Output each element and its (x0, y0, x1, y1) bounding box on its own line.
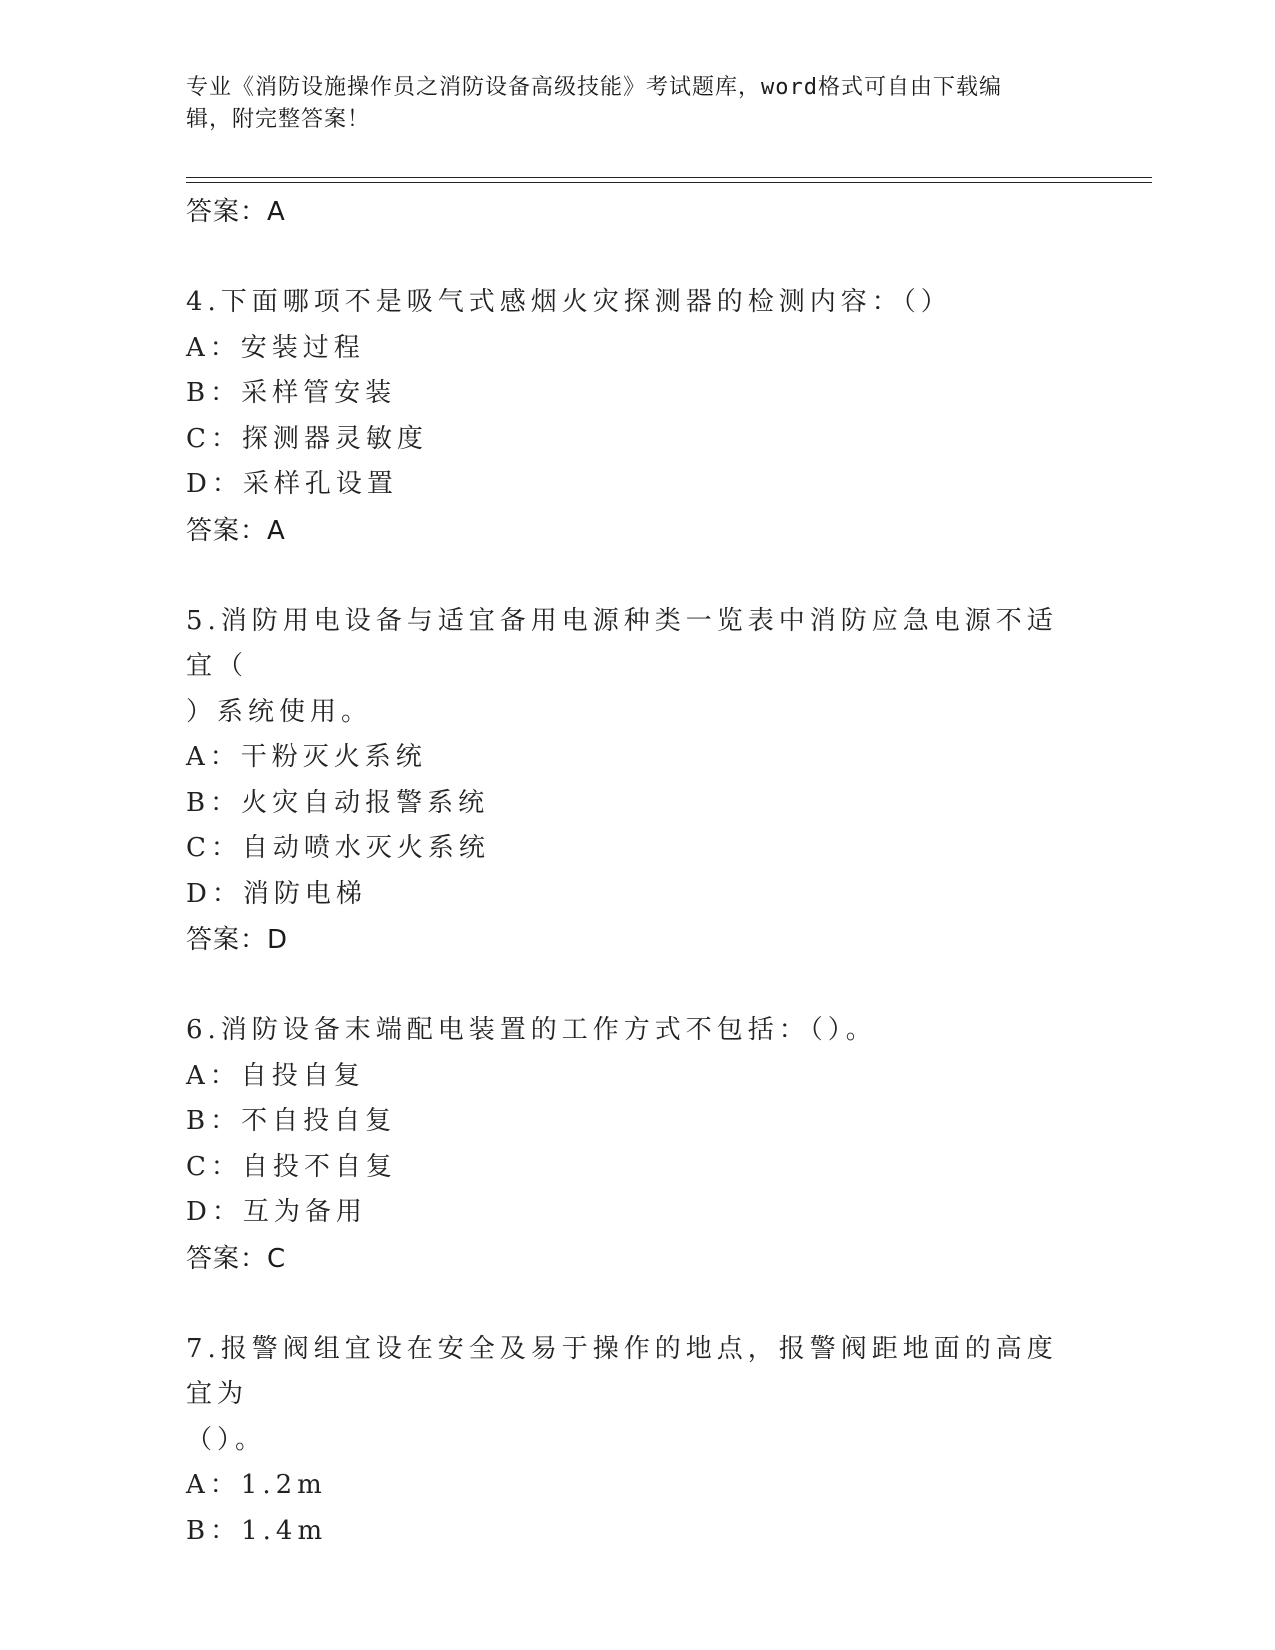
answer-text: 答案：A (186, 515, 286, 546)
spacer (186, 963, 1086, 1008)
header-rule-top (186, 177, 1152, 178)
option-d: D：采样孔设置 (186, 469, 398, 499)
spacer (186, 1282, 1086, 1327)
document-header (186, 72, 1066, 136)
question-text: 6.消防设备末端配电装置的工作方式不包括：（）。 (186, 1015, 877, 1045)
header-rule-bottom (186, 182, 1152, 183)
question-text-continued: ）系统使用。 (186, 696, 373, 727)
option-c: C：自动喷水灭火系统 (186, 833, 490, 863)
option-b: B：不自投自复 (186, 1106, 397, 1136)
question-block (186, 280, 1086, 554)
option-a: A：干粉灭火系统 (186, 742, 427, 772)
option-d: D：消防电梯 (186, 878, 367, 909)
option-c: C：自投不自复 (186, 1151, 397, 1182)
option-b: B：1.4m (186, 1515, 328, 1546)
option-b: B：采样管安装 (186, 378, 397, 408)
spacer (186, 235, 1086, 280)
answer-text: 答案：D (186, 925, 289, 955)
question-block (186, 599, 1086, 964)
option-a: A：自投自复 (186, 1060, 365, 1091)
option-c: C：探测器灵敏度 (186, 423, 428, 454)
question-block (186, 1008, 1086, 1282)
question-text: 7.报警阀组宜设在安全及易于操作的地点，报警阀距地面的高度宜为 (186, 1333, 1058, 1409)
question-text: 5.消防用电设备与适宜备用电源种类一览表中消防应急电源不适宜（ (186, 605, 1058, 681)
option-a: A：1.2m (186, 1470, 327, 1500)
header-line-1: 专业《消防设施操作员之消防设备高级技能》考试题库，word格式可自由下载编 (186, 75, 1002, 100)
option-a: A：安装过程 (186, 332, 365, 363)
option-b: B：火灾自动报警系统 (186, 787, 490, 818)
question-text-continued: （）。 (186, 1424, 267, 1455)
header-line-2: 辑，附完整答案！ (186, 107, 371, 132)
question-list (186, 189, 1086, 1554)
spacer (186, 554, 1086, 599)
question-block (186, 1327, 1086, 1555)
previous-answer: 答案：A (186, 197, 286, 227)
question-text: 4.下面哪项不是吸气式感烟火灾探测器的检测内容：（） (186, 287, 952, 317)
option-d: D：互为备用 (186, 1197, 367, 1227)
answer-text: 答案：C (186, 1243, 287, 1274)
